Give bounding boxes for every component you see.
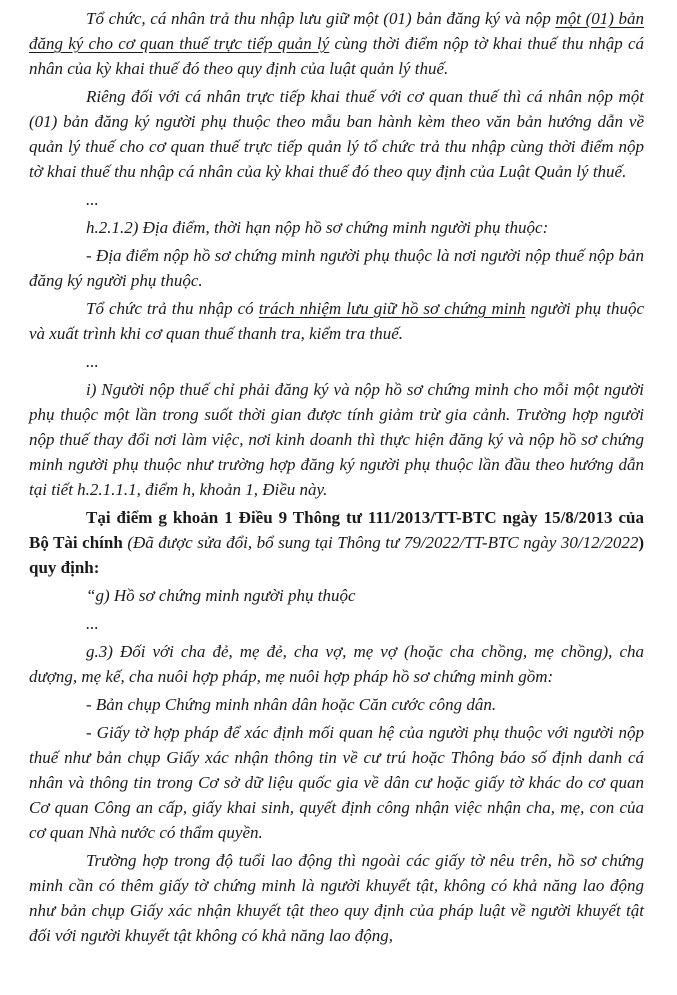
paragraph: [29, 243, 644, 293]
paragraph: [29, 505, 644, 580]
text-run: Trường hợp trong độ tuổi lao động thì ngoài các giấy tờ nêu trên, hồ sơ chứng minh cần có thêm giấy tờ chứng minh là người khuyết tật, không có khả năng lao động như bản chụp Giấy xác nhận khuyết tật theo quy định của pháp luật về người khuyết tật đối với người khuyết tật không có khả năng lao động,: [29, 851, 644, 945]
text-run: (Đã được sửa đổi, bổ sung tại Thông tư 79/2022/TT-BTC ngày 30/12/2022: [127, 533, 639, 552]
paragraph: [29, 848, 644, 948]
text-run: Tổ chức trả thu nhập có: [86, 299, 259, 318]
text-run: Tại điểm g khoản 1 Điều 9 Thông tư 111/2013/TT-BTC ngày 15/8/2013 của Bộ Tài chính: [29, 508, 644, 552]
text-run: người phụ thuộc và xuất trình khi cơ quan thuế thanh tra, kiểm tra thuế.: [29, 299, 644, 343]
paragraph: [29, 6, 644, 81]
paragraph: [29, 187, 644, 212]
text-run: ) quy định:: [29, 533, 644, 577]
text-run: cùng thời điểm nộp tờ khai thuế thu nhập cá nhân của kỳ khai thuế đó theo quy định của luật quản lý thuế.: [29, 34, 644, 78]
paragraph: [29, 720, 644, 845]
text-run: Riêng đối với cá nhân trực tiếp khai thuế với cơ quan thuế thì cá nhân nộp một (01) bản đăng ký người phụ thuộc theo mẫu ban hành kèm theo văn bản hướng dẫn về quản lý thuế cho cơ quan thuế trực tiếp quản lý tổ chức trả thu nhập cùng thời điểm nộp tờ khai thuế thu nhập cá nhân của kỳ khai thuế đó theo quy định của Luật Quản lý thuế.: [29, 87, 644, 181]
paragraph: [29, 349, 644, 374]
text-run: ...: [86, 190, 99, 209]
document-body: [29, 6, 644, 948]
text-run: ...: [86, 614, 99, 633]
paragraph: [29, 583, 644, 608]
text-run: ...: [86, 352, 99, 371]
paragraph: [29, 639, 644, 689]
text-run: h.2.1.2) Địa điểm, thời hạn nộp hồ sơ chứng minh người phụ thuộc:: [86, 218, 549, 237]
text-run: một (01) bản đăng ký cho cơ quan thuế trực tiếp quản lý: [29, 9, 645, 53]
text-run: - Địa điểm nộp hồ sơ chứng minh người phụ thuộc là nơi người nộp thuế nộp bản đăng ký người phụ thuộc.: [29, 246, 644, 290]
text-run: “g) Hồ sơ chứng minh người phụ thuộc: [86, 586, 356, 605]
paragraph: [29, 611, 644, 636]
paragraph: [29, 84, 644, 184]
paragraph: [29, 377, 644, 502]
paragraph: [29, 692, 644, 717]
text-run: - Giấy tờ hợp pháp để xác định mối quan hệ của người phụ thuộc với người nộp thuế như bản chụp Giấy xác nhận thông tin về cư trú hoặc Thông báo số định danh cá nhân và thông tin trong Cơ sở dữ liệu quốc gia về dân cư hoặc giấy tờ khác do cơ quan Cơ quan Công an cấp, giấy khai sinh, quyết định công nhận việc nhận cha, mẹ, con của cơ quan Nhà nước có thẩm quyền.: [29, 723, 644, 842]
text-run: - Bản chụp Chứng minh nhân dân hoặc Căn cước công dân.: [86, 695, 497, 714]
paragraph: [29, 296, 644, 346]
paragraph: [29, 215, 644, 240]
text-run: i) Người nộp thuế chỉ phải đăng ký và nộp hồ sơ chứng minh cho mỗi một người phụ thuộc một lần trong suốt thời gian được tính giảm trừ gia cảnh. Trường hợp người nộp thuế thay đổi nơi làm việc, nơi kinh doanh thì thực hiện đăng ký và nộp hồ sơ chứng minh người phụ thuộc như trường hợp đăng ký người phụ thuộc lần đầu theo hướng dẫn tại tiết h.2.1.1.1, điểm h, khoản 1, Điều này.: [29, 380, 644, 499]
text-run: trách nhiệm lưu giữ hồ sơ chứng minh: [258, 299, 526, 318]
text-run: Tổ chức, cá nhân trả thu nhập lưu giữ một (01) bản đăng ký và nộp: [86, 9, 556, 28]
text-run: g.3) Đối với cha đẻ, mẹ đẻ, cha vợ, mẹ vợ (hoặc cha chồng, mẹ chồng), cha dượng, mẹ kế, cha nuôi hợp pháp, mẹ nuôi hợp pháp hồ sơ chứng minh gồm:: [29, 642, 644, 686]
